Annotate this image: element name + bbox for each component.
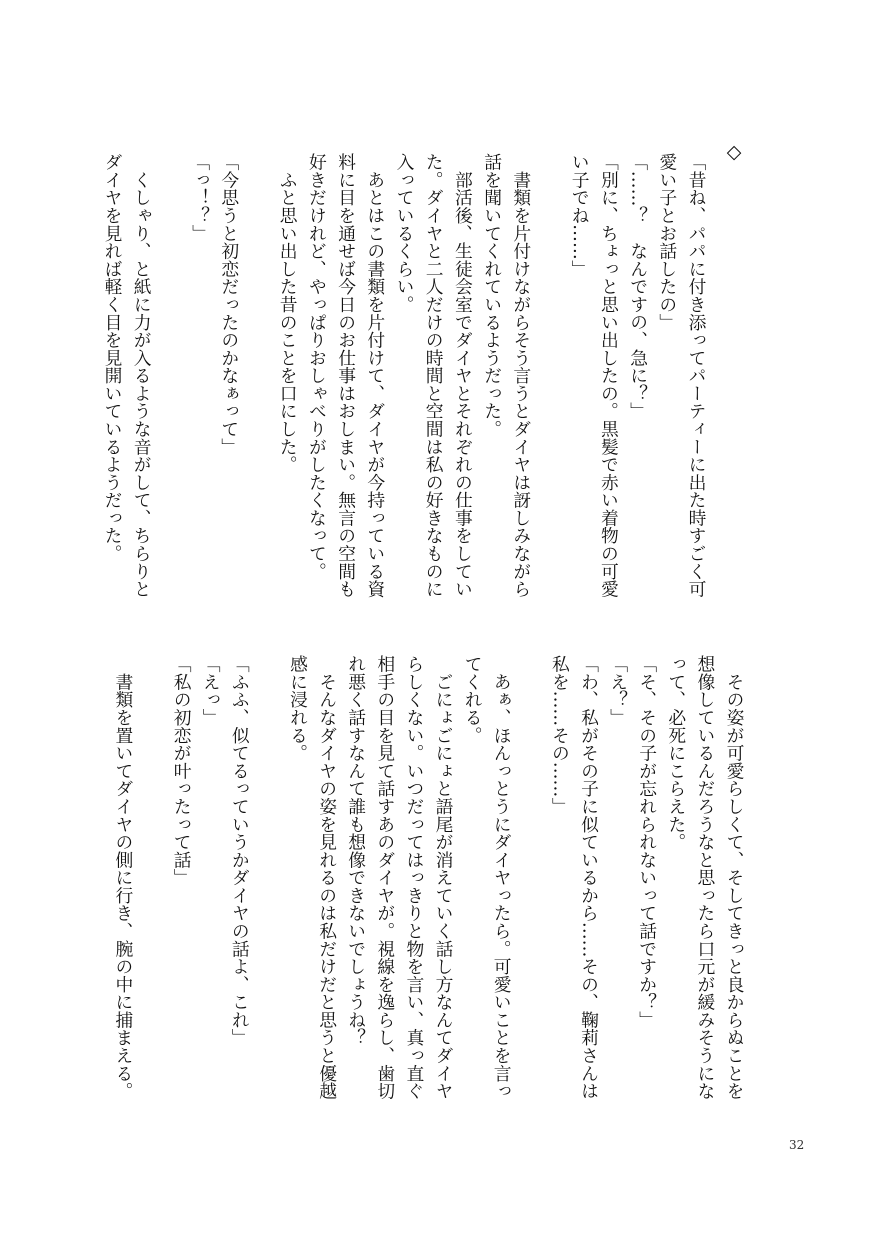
text-line: 「今思うと初恋だったのかなぁって」 (218, 153, 240, 456)
text-line: 「別に、ちょっと思い出したの。黒髪で赤い着物の可愛 (598, 153, 620, 598)
text-line: 部活後、生徒会室でダイヤとそれぞれの仕事をしてい (452, 153, 474, 598)
text-line: 「そ、その子が忘れられないって話ですか？」 (636, 655, 658, 1029)
text-line: 愛い子とお話したの」 (656, 153, 678, 331)
text-line: あぁ、ほんっとうにダイヤったら。可愛いことを言っ (491, 655, 513, 1100)
text-line: 相手の目を見て話すあのダイヤが。視線を逸らし、歯切 (374, 655, 396, 1100)
text-line: 書類を置いてダイヤの側に行き、腕の中に捕まえる。 (112, 655, 134, 1100)
text-line: 料に目を通せば今日のお仕事はおしまい。無言の空間も (335, 153, 357, 598)
text-line: 「わ、私がその子に似ているから……その、鞠莉さんは (578, 655, 600, 1100)
text-line: その姿が可愛らしくて、そしてきっと良からぬことを (724, 655, 745, 1100)
page-number: 32 (789, 1138, 805, 1152)
text-line: 感に浸れる。 (287, 655, 309, 762)
text-line: 書類を片付けながらそう言うとダイヤは訝しみながら (510, 153, 532, 598)
text-line: そんなダイヤの姿を見れるのは私だけだと思うと優越 (316, 655, 338, 1100)
text-line: 「え？」 (607, 655, 629, 727)
text-line: れ悪く話すなんて誰も想像できないでしょうね？ (345, 655, 367, 1047)
text-line: 話を聞いてくれているようだった。 (481, 153, 503, 438)
text-line: 「……？ なんですの、急に？」 (627, 153, 649, 420)
text-line: あとはこの書類を片付けて、ダイヤが今持っている資 (364, 153, 386, 598)
text-line: てくれる。 (462, 655, 484, 744)
text-line: ダイヤを見れば軽く目を見開いているようだった。 (102, 153, 123, 563)
text-line: ごにょごにょと語尾が消えていく話し方なんてダイヤ (433, 655, 454, 1100)
text-line: らしくない。いつだってはっきりと物を言い、真っ直ぐ (403, 655, 425, 1100)
text-line: 「昔ね、パパに付き添ってパーティーに出た時すごく可 (686, 153, 707, 598)
text-line: ふと思い出した昔のことを口にした。 (277, 153, 299, 474)
section-break-diamond: ◇ (723, 141, 745, 163)
text-line: 「っ！？」 (189, 153, 211, 242)
text-line: 「私の初恋が叶ったって話」 (171, 655, 193, 887)
text-line: 想像しているんだろうなと思ったら口元が緩みそうにな (694, 655, 716, 1100)
text-line: 私を……その……」 (549, 655, 571, 816)
text-line: 入っているくらい。 (394, 153, 415, 314)
text-line: って、必死にこらえた。 (665, 655, 687, 851)
text-line: 「えっ」 (200, 655, 222, 727)
text-line: た。ダイヤと二人だけの時間と空間は私の好きなものに (423, 153, 445, 598)
text-line: 「ふふ、似てるっていうかダイヤの話よ、これ」 (229, 655, 251, 1047)
text-line: 好きだけれど、やっぱりおしゃべりがしたくなって。 (306, 153, 328, 580)
text-line: い子でね……」 (569, 153, 591, 278)
text-line: くしゃり、と紙に力が入るような音がして、ちらりと (131, 153, 153, 598)
